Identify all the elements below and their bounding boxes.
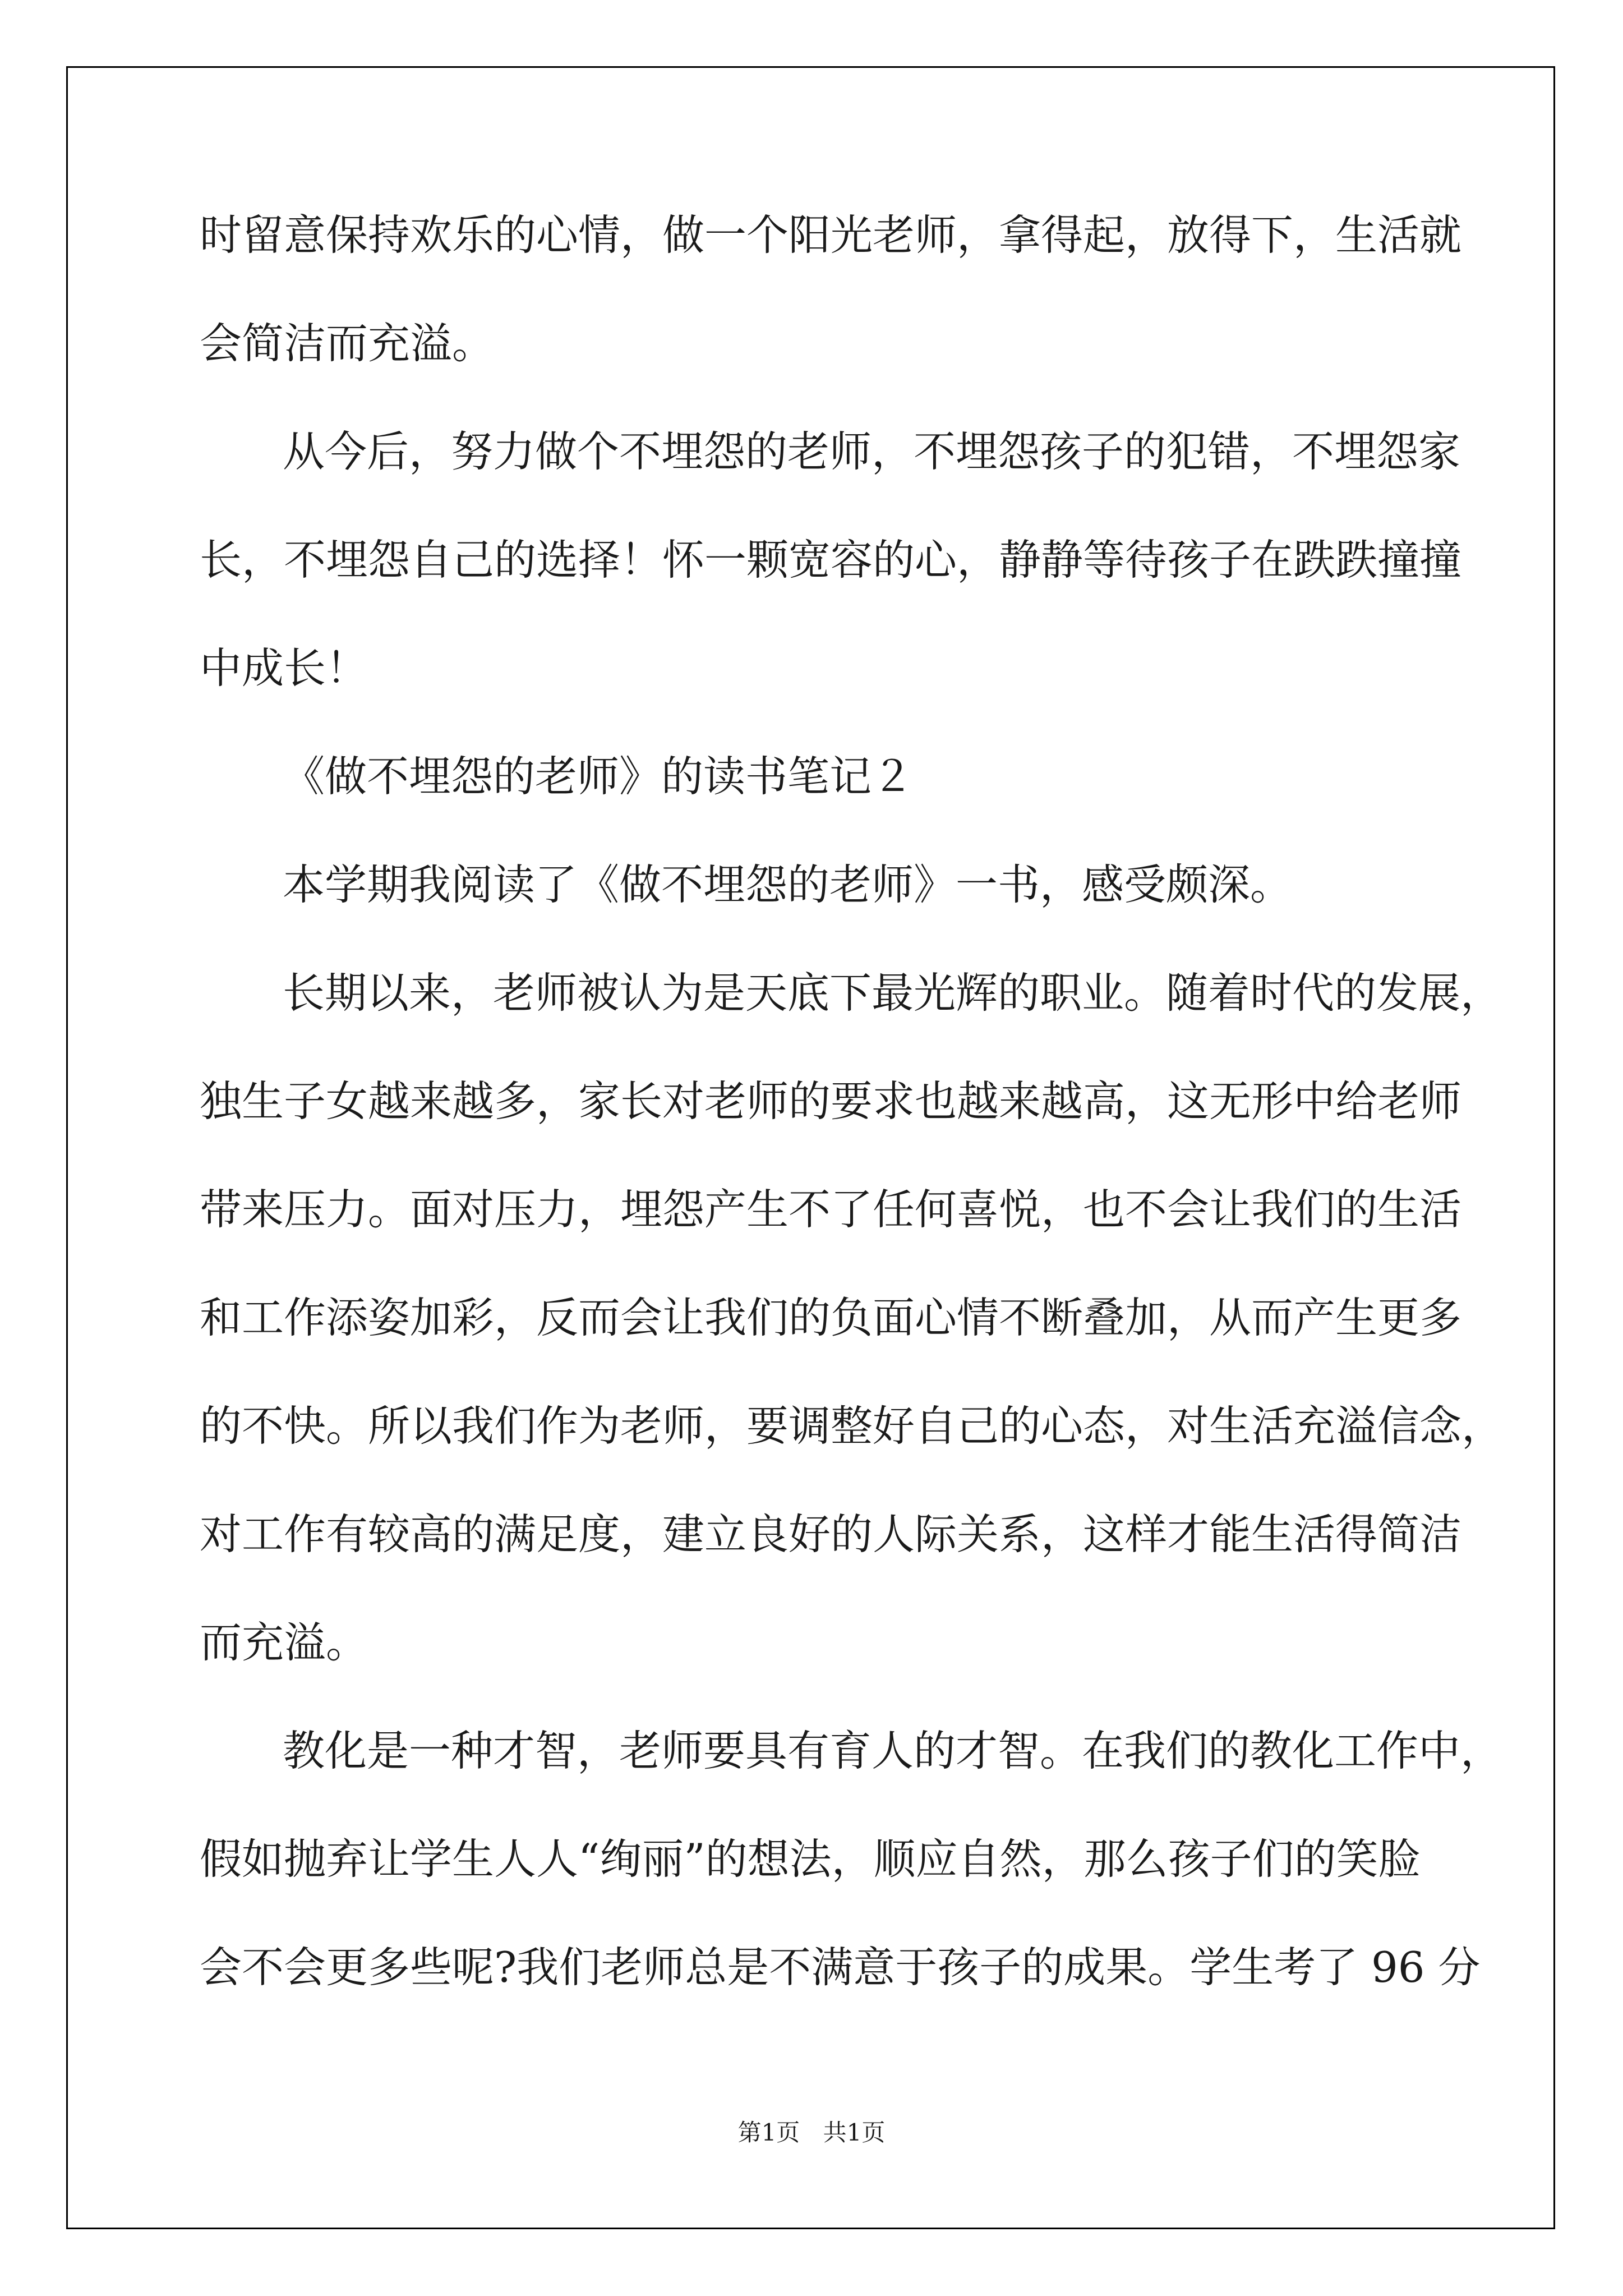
text-line: 本学期我阅读了《做不埋怨的老师》一书，感受颇深。 [283,860,1293,909]
page-footer [0,2116,1623,2150]
text-line: 中成长！ [200,643,368,693]
text-line: 会不会更多些呢?我们老师总是不满意于孩子的成果。学生考了 96 分 [200,1943,1481,1992]
text-line: 时留意保持欢乐的心情，做一个阳光老师，拿得起，放得下，生活就 [200,210,1462,260]
text-line: 教化是一种才智，老师要具有育人的才智。在我们的教化工作中， [283,1726,1503,1775]
document-body [200,207,1504,2047]
text-line: 从今后，努力做个不埋怨的老师，不埋怨孩子的犯错，不埋怨家 [283,427,1461,476]
text-line: 对工作有较高的满足度，建立良好的人际关系，这样才能生活得简洁 [200,1510,1462,1559]
text-line: 假如抛弃让学生人人“绚丽”的想法，顺应自然，那么孩子们的笑脸 [200,1834,1421,1884]
text-line: 独生子女越来越多，家长对老师的要求也越来越高，这无形中给老师 [200,1076,1462,1126]
text-line: 会简洁而充溢。 [200,319,495,368]
section-heading: 《做不埋怨的老师》的读书笔记２ [283,752,914,801]
page-number-current: 第1页 [737,2119,800,2146]
text-line: 长期以来，老师被认为是天底下最光辉的职业。随着时代的发展， [283,968,1503,1018]
text-line: 长，不埋怨自己的选择！怀一颗宽容的心，静静等待孩子在跌跌撞撞 [200,535,1462,585]
text-line: 的不快。所以我们作为老师，要调整好自己的心态，对生活充溢信念， [200,1401,1504,1451]
text-line: 和工作添姿加彩，反而会让我们的负面心情不断叠加，从而产生更多 [200,1293,1462,1342]
text-line: 而充溢。 [200,1618,368,1667]
text-line: 带来压力。面对压力，埋怨产生不了任何喜悦，也不会让我们的生活 [200,1185,1462,1234]
page-number-total: 共1页 [823,2119,886,2146]
